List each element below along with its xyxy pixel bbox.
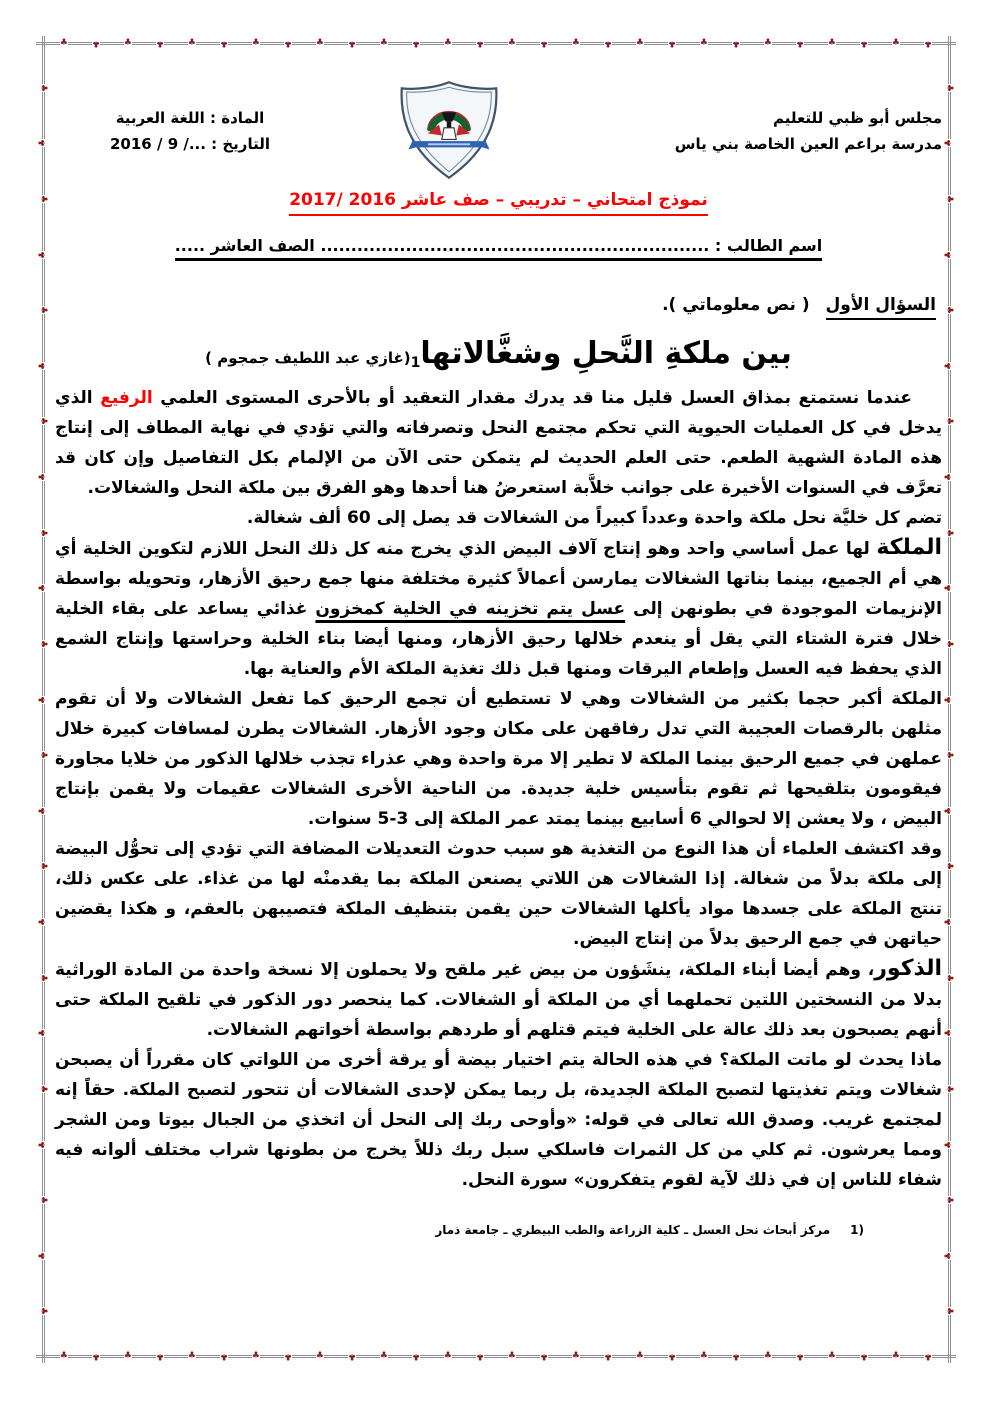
border-motif-icon: ♣ <box>37 917 48 927</box>
border-motif-icon: ♣ <box>37 862 48 871</box>
school-crest-logo <box>393 80 505 180</box>
text-segment-lead: الذكور <box>874 956 942 982</box>
border-motif-icon: ♣ <box>603 38 612 48</box>
border-motif-icon: ♣ <box>943 194 954 203</box>
student-name-line <box>55 236 942 261</box>
question-type: ( نص معلوماتي ). <box>662 295 810 315</box>
border-motif-icon: ♣ <box>443 1351 452 1361</box>
subject-info-block <box>55 80 325 157</box>
question-heading-row <box>55 295 942 320</box>
border-motif-icon: ♣ <box>943 1196 954 1205</box>
border-motif-icon: ♣ <box>37 1084 48 1093</box>
border-motif-icon: ♣ <box>943 472 954 482</box>
decorative-border-top <box>36 36 956 50</box>
paragraph <box>55 503 942 533</box>
text-segment: الملكة أكبر حجما بكثير من الشغالات وهي لا تستطيع أن تجمع الرحيق كما تفعل الشغالات ولا أن تقوم مثلهن بالرقصات العجيبة التي تدل رفاقهن على مكان وجود الأزهار. الشغالات يطرن لمسافات كبيرة خلال عملهن في جميع الرحيق بينما الملكة لا تطير إلا مرة واحدة وهي عذراء تجذب خلالها الذكور من خلايا مجاورة فيقومون بتلقيحها ثم تقوم بتأسيس خلية جديدة. من الناحية الأخرى الشغالات عقيمات ولا يقمن بإنتاج البيض ، ولا يعشن إلا لحوالي 6 أسابيع بينما يمتد عمر الملكة إلى 3-5 سنوات. <box>55 689 942 830</box>
class-label: الصف العاشر <box>205 236 321 255</box>
border-motif-icon: ♣ <box>943 639 954 648</box>
border-motif-icon: ♣ <box>943 973 954 982</box>
border-motif-icon: ♣ <box>943 917 954 927</box>
border-motif-icon: ♣ <box>37 472 48 482</box>
border-motif-icon: ♣ <box>379 1351 388 1361</box>
student-name-label: اسم الطالب : <box>709 236 823 255</box>
border-motif-icon: ♣ <box>475 38 484 48</box>
border-motif-icon: ♣ <box>943 1140 954 1149</box>
text-segment: ، وهم أيضا أبناء الملكة، ينشَؤون من بيض غير ملقح ولا يحملون إلا نسخة واحدة من المادة الوراثية بدلا من النسختين اللتين تحملهما أي من الملكة أو الشغالات. كما ينحصر دور الذكور في تلقيح الملكة حتى أنهم يصبحون بعد ذلك عالة على الخلية فيتم قتلهم أو طردهم بواسطة أخواتهم الشغالات. <box>55 960 942 1041</box>
border-motif-icon: ♣ <box>923 1351 932 1361</box>
student-name-blank[interactable]: ................................................................ <box>320 236 710 255</box>
border-motif-icon: ♣ <box>859 1351 868 1361</box>
border-motif-icon: ♣ <box>37 751 48 760</box>
border-motif-icon: ♣ <box>943 306 954 315</box>
border-motif-icon: ♣ <box>943 417 954 426</box>
border-motif-icon: ♣ <box>37 1140 48 1149</box>
border-motif-icon: ♣ <box>667 38 676 48</box>
footnote <box>55 1223 942 1237</box>
border-motif-icon: ♣ <box>891 1351 900 1361</box>
border-motif-icon: ♣ <box>123 38 132 48</box>
article-body <box>55 383 942 1195</box>
border-motif-icon: ♣ <box>699 1351 708 1361</box>
subject-label: المادة : اللغة العربية <box>115 109 265 127</box>
border-motif-icon: ♣ <box>731 38 740 48</box>
border-motif-icon: ♣ <box>37 250 48 259</box>
border-motif-icon: ♣ <box>155 1351 164 1361</box>
border-motif-icon: ♣ <box>507 38 516 48</box>
border-motif-icon: ♣ <box>37 806 48 815</box>
text-segment-red: الرفيع <box>100 388 153 409</box>
paragraph <box>55 383 942 503</box>
border-motif-icon: ♣ <box>923 38 932 48</box>
border-motif-icon: ♣ <box>37 528 48 537</box>
exam-title-row <box>55 190 942 216</box>
text-segment: وقد اكتشف العلماء أن هذا النوع من التغذية هو سبب حدوث التعديلات المضافة التي تؤدي إلى تحوُّل البيضة إلى ملكة بدلاً من شغالة. إذا الشغالات هن اللاتي يصنعن الملكة بما يقدمنْه لها من غذاء. على عكس ذلك، تنتج الملكة على جسدها مواد يأكلها الشغالات حين يقمن بتنظيف الملكة فتصيبهن بالعقم، و هكذا يقضين حياتهن في جمع الرحيق بدلاً من إنتاج البيض. <box>55 839 942 950</box>
border-motif-icon: ♣ <box>37 194 48 203</box>
border-motif-icon: ♣ <box>943 584 954 593</box>
border-motif-icon: ♣ <box>635 1351 644 1361</box>
border-motif-icon: ♣ <box>411 38 420 48</box>
footnote-marker: 1) <box>850 1223 864 1238</box>
border-motif-icon: ♣ <box>37 417 48 426</box>
text-segment-lead: الملكة <box>876 535 942 561</box>
border-motif-icon: ♣ <box>379 38 388 48</box>
border-motif-icon: ♣ <box>283 1351 292 1361</box>
border-motif-icon: ♣ <box>37 1196 48 1205</box>
border-motif-icon: ♣ <box>37 139 48 148</box>
border-motif-icon: ♣ <box>59 38 68 48</box>
border-motif-icon: ♣ <box>635 38 644 48</box>
text-segment: تضم كل خليَّة نحل ملكة واحدة وعدداً كبيراً من الشغالات قد يصل إلى 60 ألف شغالة. <box>246 508 942 529</box>
border-motif-icon: ♣ <box>37 695 48 704</box>
border-motif-icon: ♣ <box>891 38 900 48</box>
border-motif-icon: ♣ <box>219 38 228 48</box>
border-motif-icon: ♣ <box>763 38 772 48</box>
border-motif-icon: ♣ <box>571 1351 580 1361</box>
paragraph <box>55 954 942 1045</box>
border-motif-icon: ♣ <box>763 1351 772 1361</box>
border-motif-icon: ♣ <box>219 1351 228 1361</box>
border-motif-icon: ♣ <box>539 38 548 48</box>
border-motif-icon: ♣ <box>37 361 48 370</box>
page-content <box>55 52 942 1347</box>
decorative-border-right <box>942 36 956 1363</box>
border-motif-icon: ♣ <box>943 250 954 259</box>
border-motif-icon: ♣ <box>251 38 260 48</box>
border-motif-icon: ♣ <box>507 1351 516 1361</box>
border-motif-icon: ♣ <box>539 1351 548 1361</box>
decorative-border-left <box>36 36 50 1363</box>
date-label: التاريخ : .../ 9 / 2016 <box>110 135 270 153</box>
border-motif-icon: ♣ <box>667 1351 676 1361</box>
paragraph <box>55 533 942 684</box>
border-motif-icon: ♣ <box>795 38 804 48</box>
school-name: مدرسة براعم العين الخاصة بني ياس <box>674 135 942 153</box>
border-motif-icon: ♣ <box>943 139 954 148</box>
border-motif-icon: ♣ <box>91 38 100 48</box>
text-segment-underline: عسل يتم تخزينه في الخلية كمخزون <box>315 599 626 620</box>
border-motif-icon: ♣ <box>943 361 954 370</box>
border-motif-icon: ♣ <box>827 1351 836 1361</box>
border-motif-icon: ♣ <box>37 1307 48 1316</box>
border-motif-icon: ♣ <box>943 83 954 92</box>
border-motif-icon: ♣ <box>859 38 868 48</box>
border-motif-icon: ♣ <box>943 751 954 760</box>
border-motif-icon: ♣ <box>315 38 324 48</box>
border-motif-icon: ♣ <box>315 1351 324 1361</box>
article-title-row <box>55 336 942 371</box>
header <box>55 80 942 180</box>
border-motif-icon: ♣ <box>943 695 954 704</box>
border-motif-icon: ♣ <box>943 806 954 815</box>
border-motif-icon: ♣ <box>603 1351 612 1361</box>
border-motif-icon: ♣ <box>943 1307 954 1316</box>
border-motif-icon: ♣ <box>37 639 48 648</box>
border-motif-icon: ♣ <box>283 38 292 48</box>
text-segment: لها عمل أساسي واحد وهو إنتاج آلاف البيض الذي يخرج منه كل ذلك النحل اللازم لتكوين الخلية أي هي أم الجميع، بينما بناتها الشغالات يمارسن أعمالاً كثيرة مختلفة منها جمع رحيق الأزهار، وتحويله بواسطة الإنزيمات الموجودة في بطونهن إلى <box>55 539 943 620</box>
decorative-border-bottom <box>36 1349 956 1363</box>
border-motif-icon: ♣ <box>251 1351 260 1361</box>
paragraph <box>55 684 942 834</box>
question-heading: السؤال الأول <box>826 295 936 320</box>
border-motif-icon: ♣ <box>347 38 356 48</box>
border-motif-icon: ♣ <box>731 1351 740 1361</box>
border-motif-icon: ♣ <box>827 38 836 48</box>
border-motif-icon: ♣ <box>187 1351 196 1361</box>
school-council-name: مجلس أبو ظبي للتعليم <box>772 109 942 127</box>
border-motif-icon: ♣ <box>571 38 580 48</box>
border-motif-icon: ♣ <box>187 38 196 48</box>
border-motif-icon: ♣ <box>475 1351 484 1361</box>
logo-wrap <box>384 80 514 180</box>
border-motif-icon: ♣ <box>943 1251 954 1260</box>
footnote-text: مركز أبحاث نحل العسل ـ كلية الزراعة والطب البيطري ـ جامعة ذمار <box>435 1223 831 1238</box>
border-motif-icon: ♣ <box>91 1351 100 1361</box>
school-info-block <box>572 80 942 157</box>
border-motif-icon: ♣ <box>37 1029 48 1038</box>
text-segment: غذائي يساعد على بقاء الخلية خلال فترة الشتاء التي يقل أو ينعدم خلالها رحيق الأزهار، ومنها أيضا بناء الخلية وحراستها وإنتاج الشمع الذي يحفظ فيه العسل وإطعام اليرقات ومنها قبل ذلك تغذية الملكة الأم والعناية بها. <box>55 599 942 680</box>
border-motif-icon: ♣ <box>411 1351 420 1361</box>
paragraph <box>55 1045 942 1195</box>
article-author: (غازي عبد اللطيف جمجوم ) <box>205 349 411 367</box>
footnote-ref: 1 <box>410 355 421 372</box>
text-segment: عندما نستمتع بمذاق العسل قليل منا قد يدرك مقدار التعقيد أو بالأحرى المستوى العلمي <box>152 388 912 409</box>
border-motif-icon: ♣ <box>37 584 48 593</box>
border-motif-icon: ♣ <box>123 1351 132 1361</box>
border-motif-icon: ♣ <box>943 1029 954 1038</box>
border-motif-icon: ♣ <box>699 38 708 48</box>
border-motif-icon: ♣ <box>155 38 164 48</box>
border-motif-icon: ♣ <box>37 83 48 92</box>
text-segment: ماذا يحدث لو ماتت الملكة؟ في هذه الحالة يتم اختيار بيضة أو يرقة أخرى من اللواتي كان مقرراً أن يصبحن شغالات ويتم تغذيتها لتصبح الملكة الجديدة، بل ربما يمكن لإحدى الشغالات أن تتحور لتصبح الملكة. حقاً إنه لمجتمع غريب. وصدق الله تعالى في قوله: «وأوحى ربك إلى النحل أن اتخذي من الجبال بيوتا ومن الشجر ومما يعرشون. ثم كلي من كل الثمرات فاسلكي سبل ربك ذللاً يخرج من بطونها شراب مختلف ألوانه فيه شفاء للناس إن في ذلك لآية لقوم يتفكرون» سورة النحل. <box>55 1050 942 1191</box>
paragraph <box>55 834 942 954</box>
border-motif-icon: ♣ <box>795 1351 804 1361</box>
border-motif-icon: ♣ <box>443 38 452 48</box>
border-motif-icon: ♣ <box>37 973 48 982</box>
border-motif-icon: ♣ <box>59 1351 68 1361</box>
border-motif-icon: ♣ <box>943 1084 954 1093</box>
border-motif-icon: ♣ <box>347 1351 356 1361</box>
class-blank[interactable]: ..... <box>174 236 206 255</box>
text-segment: الذي يدخل في كل العمليات الحيوية التي تحكم مجتمع النحل وتصرفاته والتي تؤدي في نهاية المطاف إلى إنتاج هذه المادة الشهية الطعم. حتى العلم الحديث لم يتمكن حتى الآن من الإلمام بكل التفاصيل وإن كان قد تعرَّف في السنوات الأخيرة على جوانب خلاَّبة استعرضُ هنا أحدها وهو الفرق بين ملكة النحل والشغالات. <box>55 388 942 499</box>
exam-title: نموذج امتحاني – تدريبي – صف عاشر 2016 /2017 <box>289 190 708 216</box>
border-motif-icon: ♣ <box>37 1251 48 1260</box>
border-motif-icon: ♣ <box>943 528 954 537</box>
border-motif-icon: ♣ <box>37 306 48 315</box>
article-title: بين ملكةِ النَّحلِ وشغَّالاتها <box>420 336 792 371</box>
border-motif-icon: ♣ <box>943 862 954 871</box>
